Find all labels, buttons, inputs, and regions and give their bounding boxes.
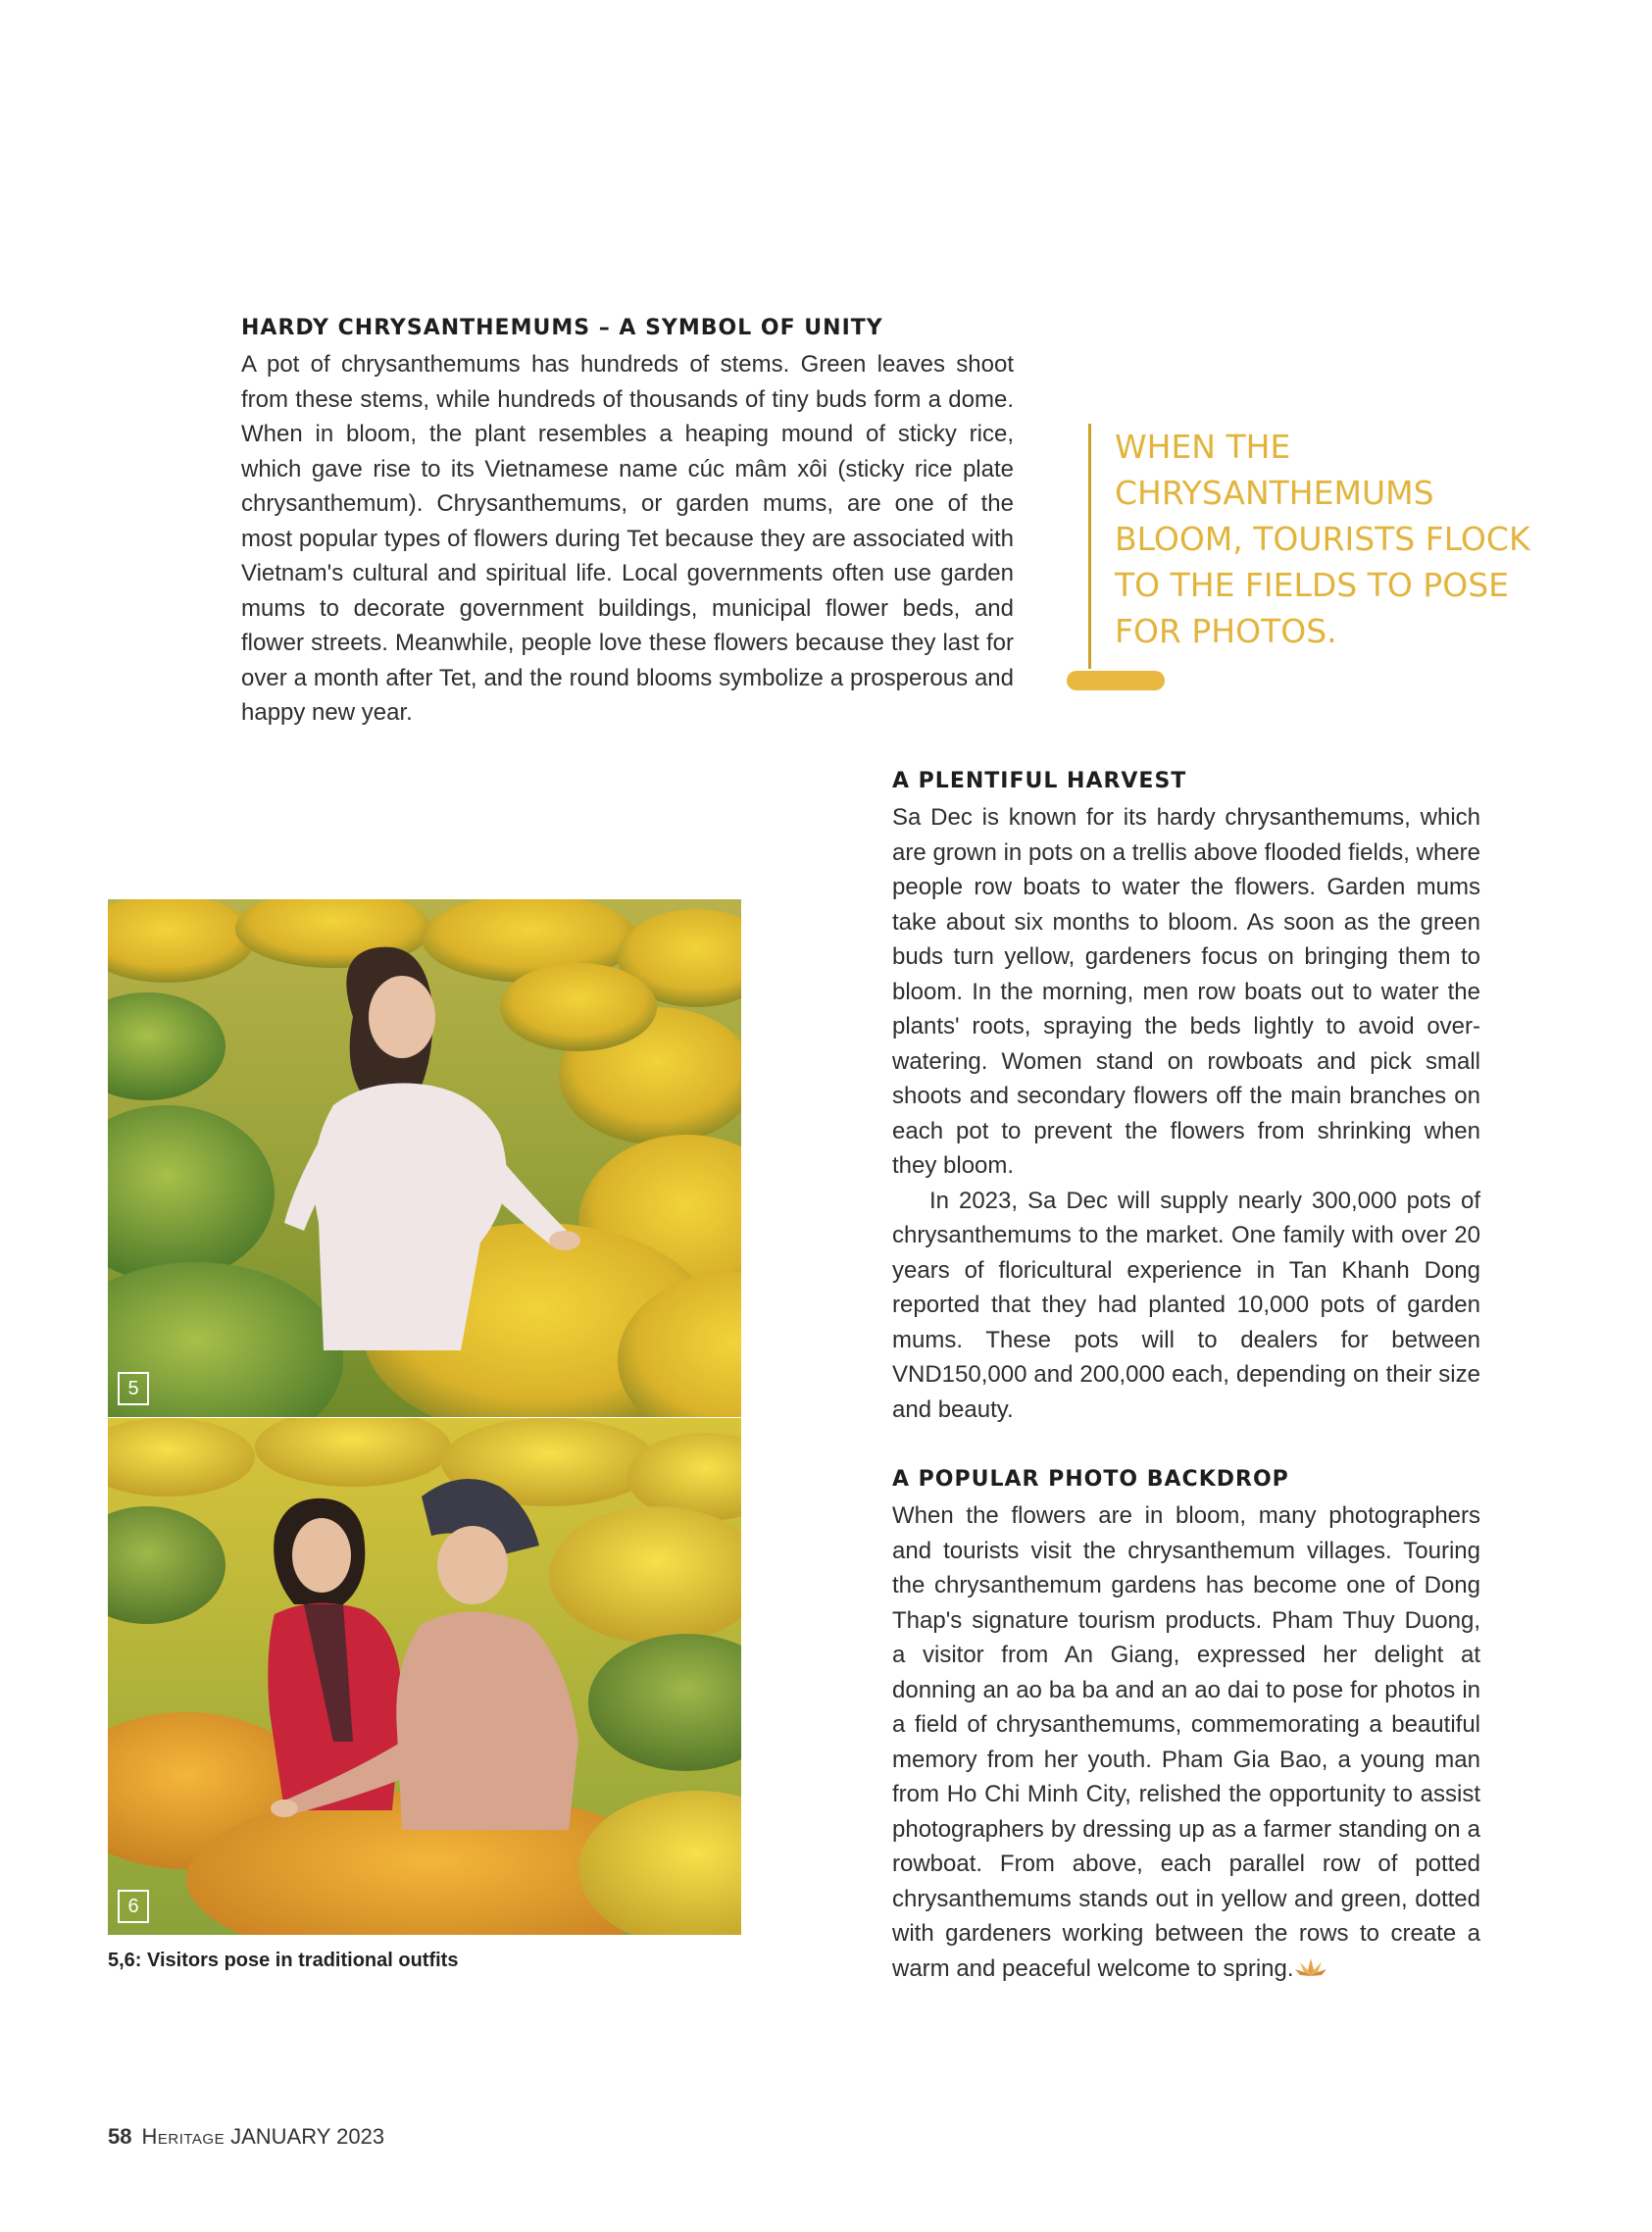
lotus-end-mark-icon xyxy=(1294,1953,1327,1989)
section-body-popular-photo-backdrop xyxy=(892,1498,1480,1988)
page-number: 58 xyxy=(108,2124,132,2149)
photo-number-badge: 5 xyxy=(118,1372,149,1405)
magazine-name: Heritage xyxy=(141,2124,225,2149)
paragraph: Sa Dec is known for its hardy chrysanthemums, which are grown in pots on a trellis above flooded fields, where people row boats to water the flowers. Garden mums take about six months to bloom. As soon as the green buds turn yellow, gardeners focus on bringing them to bloom. In the morning, men row boats out to water the plants' roots, spraying the beds lightly to avoid over-watering. Women stand on rowboats and pick small shoots and secondary flowers off the main branches on each pot to prevent the flowers from shrinking when they bloom. xyxy=(892,804,1480,1179)
pull-quote-text: WHEN THE CHRYSANTHEMUMS BLOOM, TOURISTS FLOCK TO THE FIELDS TO POSE FOR PHOTOS. xyxy=(1115,428,1530,650)
paragraph xyxy=(892,1498,1480,1988)
photo-5-image xyxy=(108,899,741,1417)
section-body-hardy-chrysanthemums xyxy=(241,347,1014,731)
section-heading-plentiful-harvest: A PLENTIFUL HARVEST xyxy=(892,769,1187,793)
page-footer xyxy=(108,2124,384,2150)
photo-caption: 5,6: Visitors pose in traditional outfits xyxy=(108,1950,459,1971)
paragraph-text: When the flowers are in bloom, many photographers and tourists visit the chrysanthemum villages. Touring the chrysanthemum gardens has become one of Dong Thap's signature tourism products. Pham Thuy Duong, a visitor from An Giang, expressed her delight at donning an ao ba ba and an ao dai to pose for photos in a field of chrysanthemums, commemorating a beautiful memory from her youth. Pham Gia Bao, a young man from Ho Chi Minh City, relished the opportunity to assist photographers by dressing up as a farmer standing on a rowboat. From above, each parallel row of potted chrysanthemums stands out in yellow and green, dotted with gardeners working between the rows to create a warm and peaceful welcome to spring. xyxy=(892,1502,1480,1982)
photo-6-image xyxy=(108,1418,741,1935)
photo-6-two-women xyxy=(108,1418,741,1935)
photo-number-badge: 6 xyxy=(118,1890,149,1923)
pull-quote xyxy=(1088,424,1546,669)
section-heading-hardy-chrysanthemums: HARDY CHRYSANTHEMUMS – A SYMBOL OF UNITY xyxy=(241,316,883,340)
section-heading-popular-photo-backdrop: A POPULAR PHOTO BACKDROP xyxy=(892,1467,1289,1492)
pull-quote-accent-bar xyxy=(1067,671,1165,690)
issue-date: JANUARY 2023 xyxy=(230,2124,385,2149)
paragraph: A pot of chrysanthemums has hundreds of stems. Green leaves shoot from these stems, while hundreds of thousands of tiny buds form a dome. When in bloom, the plant resembles a heaping mound of sticky rice, which gave rise to its Vietnamese name cúc mâm xôi (sticky rice plate chrysanthemum). Chrysanthemums, or garden mums, are one of the most popular types of flowers during Tet because they are associated with Vietnam's cultural and spiritual life. Local governments often use garden mums to decorate government buildings, municipal flower beds, and flower streets. Meanwhile, people love these flowers because they last for over a month after Tet, and the round blooms symbolize a prosperous and happy new year. xyxy=(241,351,1014,726)
photo-5-woman-in-ao-dai xyxy=(108,899,741,1417)
paragraph: In 2023, Sa Dec will supply nearly 300,000 pots of chrysanthemums to the market. One family with over 20 years of floricultural experience in Tan Khanh Dong reported that they had planted 10,000 pots of garden mums. These pots will to dealers for between VND150,000 and 200,000 each, depending on their size and beauty. xyxy=(892,1187,1480,1423)
section-body-plentiful-harvest xyxy=(892,800,1480,1427)
